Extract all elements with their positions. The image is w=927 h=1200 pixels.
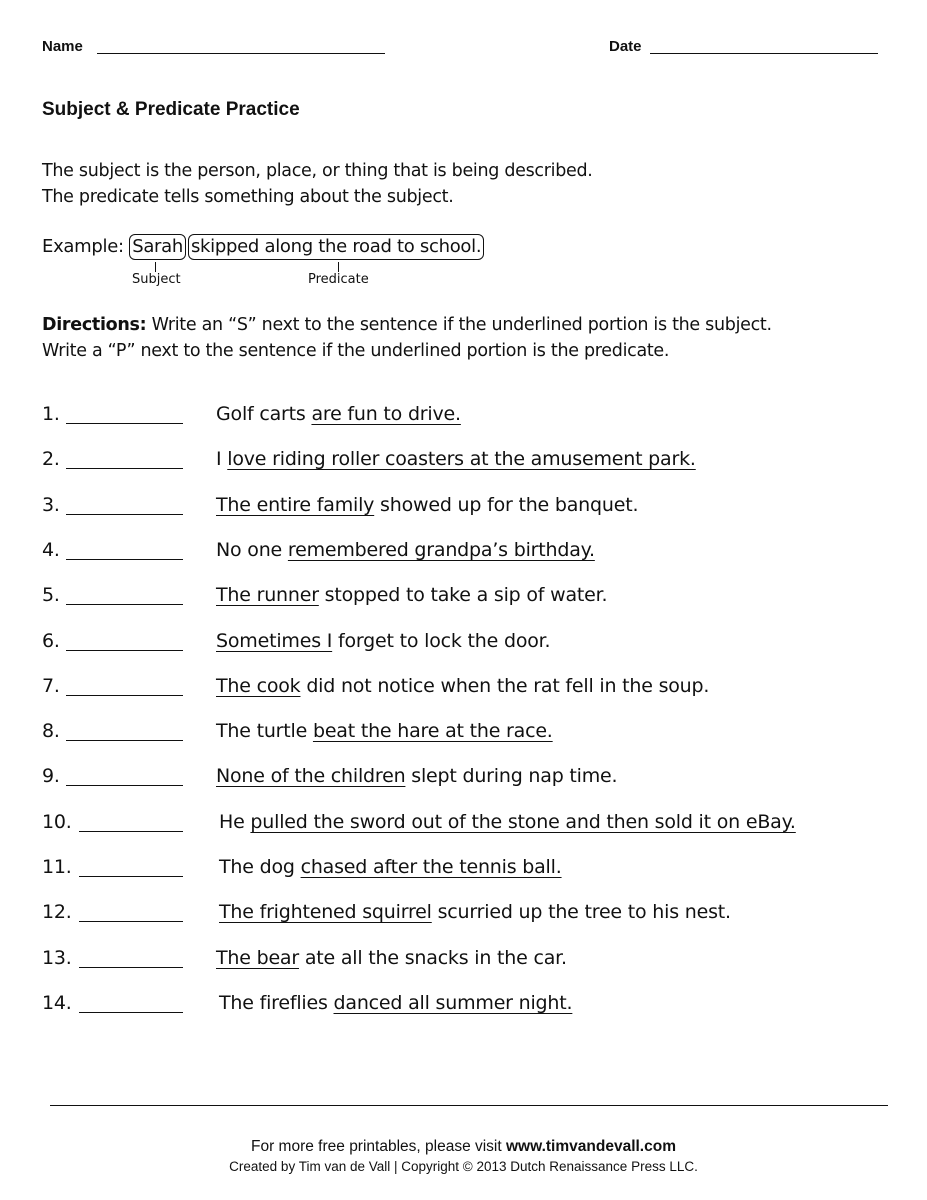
predicate-caption: Predicate xyxy=(308,272,369,287)
answer-blank[interactable] xyxy=(79,967,183,968)
question-sentence xyxy=(216,630,550,652)
question-row xyxy=(42,584,902,614)
question-sentence xyxy=(216,448,696,470)
sentence-text-before: Golf carts xyxy=(216,403,306,425)
example-subject-box: Sarah xyxy=(129,234,186,260)
answer-blank[interactable] xyxy=(66,468,183,469)
underlined-portion: love riding roller coasters at the amusement park. xyxy=(227,448,696,471)
sentence-text-after: slept during nap time. xyxy=(405,765,618,788)
underlined-portion: chased after the tennis ball. xyxy=(300,856,562,878)
name-field[interactable] xyxy=(97,53,385,54)
question-row xyxy=(42,675,902,705)
answer-blank[interactable] xyxy=(66,695,183,696)
answer-blank[interactable] xyxy=(66,423,183,424)
question-sentence xyxy=(216,539,595,561)
answer-blank[interactable] xyxy=(79,831,183,832)
example xyxy=(42,234,484,260)
page-title: Subject & Predicate Practice xyxy=(42,99,300,120)
answer-blank[interactable] xyxy=(66,785,183,786)
question-row xyxy=(42,947,902,977)
question-row xyxy=(42,630,902,660)
question-number: 14. xyxy=(42,991,72,1014)
sentence-text-before: The dog xyxy=(219,856,295,878)
question-row xyxy=(42,720,902,750)
answer-blank[interactable] xyxy=(66,559,183,560)
intro-line-1: The subject is the person, place, or thing that is being described. xyxy=(42,161,593,181)
underlined-portion: beat the hare at the race. xyxy=(312,720,553,743)
underlined-portion: are fun to drive. xyxy=(311,403,461,425)
question-number: 11. xyxy=(42,856,72,878)
answer-blank[interactable] xyxy=(66,740,183,741)
question-number: 12. xyxy=(42,901,72,924)
question-row xyxy=(42,992,902,1022)
underlined-portion: The bear xyxy=(216,946,299,969)
footer-line-1 xyxy=(0,1138,927,1156)
question-row xyxy=(42,403,902,433)
directions-line-2: Write a “P” next to the sentence if the underlined portion is the predicate. xyxy=(42,341,670,361)
predicate-tick xyxy=(338,262,339,272)
question-number: 4. xyxy=(42,538,60,561)
directions-line-1: Write an “S” next to the sentence if the underlined portion is the subject. xyxy=(146,315,772,335)
question-number: 3. xyxy=(42,493,60,516)
sentence-text-after: forget to lock the door. xyxy=(332,629,551,652)
sentence-text-after: did not notice when the rat fell in the soup. xyxy=(300,674,710,697)
question-number: 13. xyxy=(42,946,72,969)
question-sentence xyxy=(219,901,731,923)
question-sentence xyxy=(216,584,607,606)
question-row xyxy=(42,811,902,841)
question-number: 9. xyxy=(42,765,60,788)
example-predicate-box: skipped along the road to school. xyxy=(188,234,484,260)
underlined-portion: The entire family xyxy=(216,493,375,516)
footer-text: For more free printables, please visit xyxy=(251,1138,506,1155)
question-number: 5. xyxy=(42,584,60,607)
question-sentence xyxy=(216,720,553,742)
sentence-text-before: No one xyxy=(216,538,283,561)
intro xyxy=(42,158,593,210)
answer-blank[interactable] xyxy=(66,650,183,651)
answer-blank[interactable] xyxy=(66,604,183,605)
sentence-text-after: ate all the snacks in the car. xyxy=(298,946,567,969)
question-sentence xyxy=(216,765,617,787)
question-row xyxy=(42,448,902,478)
question-number: 6. xyxy=(42,629,60,652)
subject-caption: Subject xyxy=(132,272,181,287)
footer-url[interactable]: www.timvandevall.com xyxy=(506,1138,676,1155)
sentence-text-after: showed up for the banquet. xyxy=(374,493,639,516)
question-sentence xyxy=(219,992,572,1014)
question-number: 10. xyxy=(42,810,72,833)
question-number: 8. xyxy=(42,720,60,743)
directions xyxy=(42,312,772,364)
subject-tick xyxy=(155,262,156,272)
question-row xyxy=(42,494,902,524)
sentence-text-before: The fireflies xyxy=(219,991,328,1014)
underlined-portion: The runner xyxy=(216,584,319,607)
underlined-portion: The cook xyxy=(216,674,301,697)
question-sentence xyxy=(219,811,796,833)
answer-blank[interactable] xyxy=(79,921,183,922)
question-row xyxy=(42,539,902,569)
sentence-text-before: He xyxy=(219,810,245,833)
question-row xyxy=(42,901,902,931)
answer-blank[interactable] xyxy=(79,1012,183,1013)
date-label: Date xyxy=(609,38,642,55)
underlined-portion: remembered grandpa’s birthday. xyxy=(287,538,595,561)
footer-divider xyxy=(50,1105,888,1106)
answer-blank[interactable] xyxy=(79,876,183,877)
question-sentence xyxy=(216,494,638,516)
footer-line-2: Created by Tim van de Vall | Copyright © 2013 Dutch Renaissance Press LLC. xyxy=(229,1159,698,1174)
question-sentence xyxy=(216,403,461,425)
question-sentence xyxy=(216,947,567,969)
directions-label: Directions: xyxy=(42,315,147,335)
example-label: Example: xyxy=(42,236,124,257)
question-number: 2. xyxy=(42,448,60,471)
sentence-text-before: The turtle xyxy=(216,720,308,743)
underlined-portion: danced all summer night. xyxy=(333,991,573,1014)
name-label: Name xyxy=(42,38,83,55)
date-field[interactable] xyxy=(650,53,878,54)
sentence-text-after: scurried up the tree to his nest. xyxy=(431,901,731,924)
question-sentence xyxy=(216,675,709,697)
sentence-text-after: stopped to take a sip of water. xyxy=(318,584,608,607)
underlined-portion: Sometimes I xyxy=(216,629,333,652)
intro-line-2: The predicate tells something about the subject. xyxy=(42,187,454,207)
question-sentence xyxy=(219,856,562,878)
question-number: 1. xyxy=(42,403,60,425)
underlined-portion: The frightened squirrel xyxy=(219,901,432,924)
underlined-portion: None of the children xyxy=(216,765,406,788)
question-row xyxy=(42,765,902,795)
sentence-text-before: I xyxy=(216,448,222,471)
underlined-portion: pulled the sword out of the stone and then sold it on eBay. xyxy=(250,810,796,833)
question-number: 7. xyxy=(42,674,60,697)
answer-blank[interactable] xyxy=(66,514,183,515)
question-row xyxy=(42,856,902,886)
